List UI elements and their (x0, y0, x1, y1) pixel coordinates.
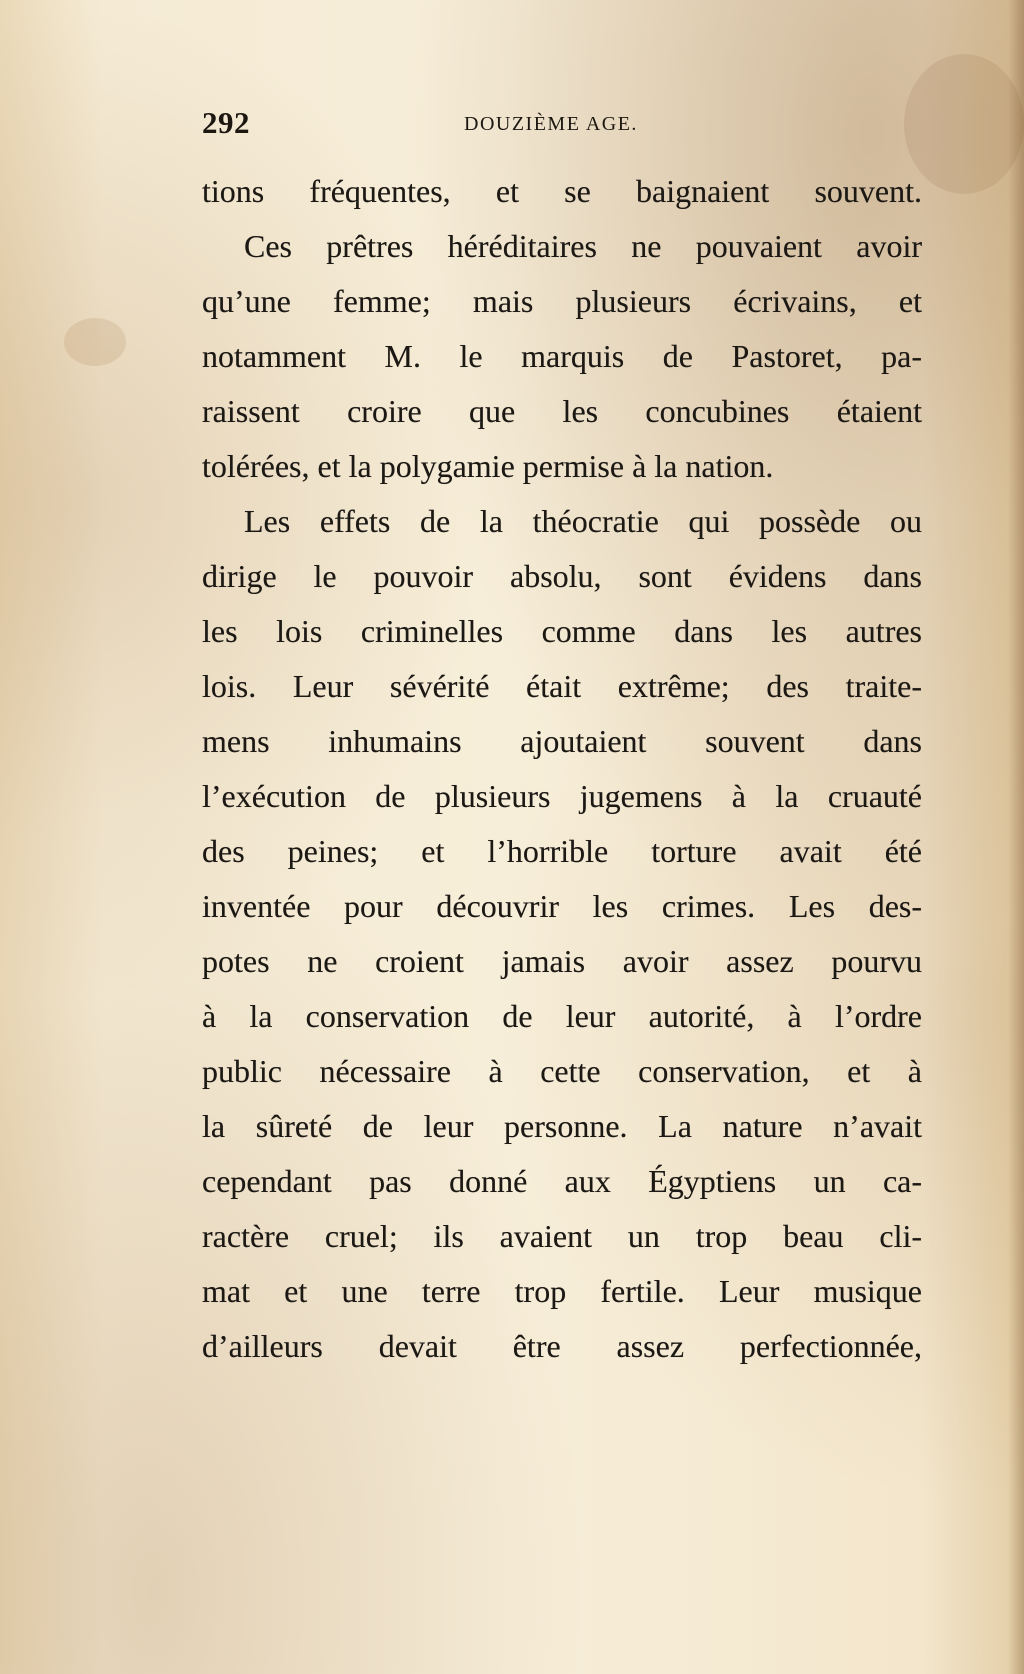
body-text (202, 164, 922, 1374)
paragraph-end-line: tolérées, et la polygamie permise à la nation. (202, 448, 774, 484)
text-line: d’ailleurs devait être assez perfectionnée, (202, 1328, 922, 1364)
text-line: des peines; et l’horrible torture avait été (202, 833, 922, 869)
text-line: les lois criminelles comme dans les autres (202, 613, 922, 649)
text-line: notamment M. le marquis de Pastoret, pa- (202, 338, 922, 374)
text-line: lois. Leur sévérité était extrême; des traite- (202, 668, 922, 704)
text-line: dirige le pouvoir absolu, sont évidens dans (202, 558, 922, 594)
text-line: à la conservation de leur autorité, à l’ordre (202, 998, 922, 1034)
text-line: tions fréquentes, et se baignaient souvent. (202, 173, 922, 209)
text-line: mat et une terre trop fertile. Leur musique (202, 1273, 922, 1309)
text-line: ractère cruel; ils avaient un trop beau cli- (202, 1218, 922, 1254)
page-header (202, 104, 928, 142)
running-title: DOUZIÈME AGE. (464, 113, 638, 135)
paragraph-start-line: Les effets de la théocratie qui possède ou (244, 503, 922, 539)
text-line: public nécessaire à cette conservation, et à (202, 1053, 922, 1089)
page-number: 292 (202, 105, 250, 140)
text-line: qu’une femme; mais plusieurs écrivains, et (202, 283, 922, 319)
text-line: mens inhumains ajoutaient souvent dans (202, 723, 922, 759)
paragraph-start-line: Ces prêtres héréditaires ne pouvaient avoir (244, 228, 922, 264)
text-line: la sûreté de leur personne. La nature n’avait (202, 1108, 922, 1144)
text-line: l’exécution de plusieurs jugemens à la cruauté (202, 778, 922, 814)
text-line: raissent croire que les concubines étaient (202, 393, 922, 429)
text-line: cependant pas donné aux Égyptiens un ca- (202, 1163, 922, 1199)
text-line: inventée pour découvrir les crimes. Les des- (202, 888, 922, 924)
paper-stain (64, 318, 126, 366)
text-line: potes ne croient jamais avoir assez pourvu (202, 943, 922, 979)
